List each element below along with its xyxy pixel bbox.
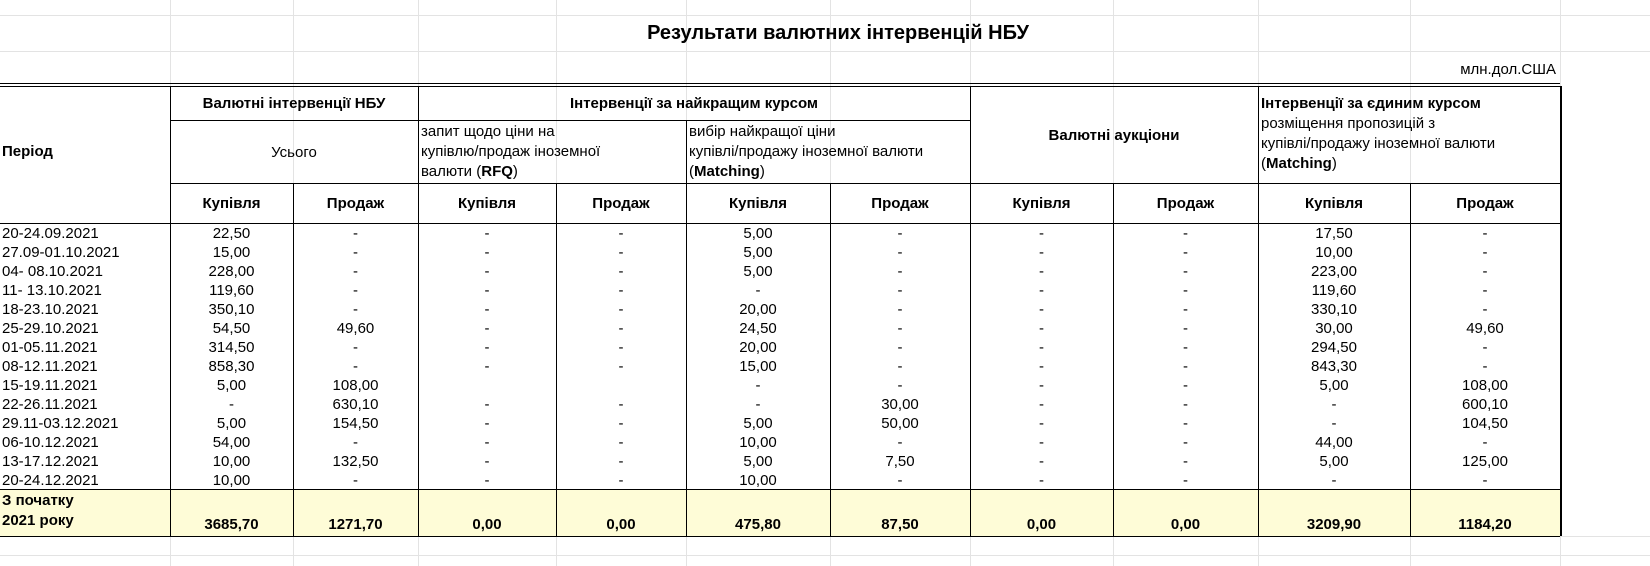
header-rfq-text: купівлю/продаж іноземної xyxy=(421,143,601,160)
row-value: 108,00 xyxy=(1462,377,1508,394)
row-value: - xyxy=(1183,377,1188,394)
page-title: Результати валютних інтервенцій НБУ xyxy=(647,21,1029,44)
header-matching-text: Matching xyxy=(694,163,760,180)
row-value: - xyxy=(484,282,490,299)
total-value: 1184,20 xyxy=(1458,515,1512,533)
row-value: - xyxy=(353,358,358,375)
total-value: 3209,90 xyxy=(1306,515,1362,533)
header-auctions: Валютні аукціони xyxy=(1048,126,1180,144)
row-value: - xyxy=(484,358,490,375)
header-sell: Продаж xyxy=(1456,195,1514,212)
total-value: 475,80 xyxy=(735,515,781,533)
row-value: - xyxy=(353,282,358,299)
row-value: - xyxy=(1039,263,1044,280)
row-value: - xyxy=(1482,301,1488,318)
units-label: млн.дол.США xyxy=(1460,60,1556,78)
header-rfq-text: ) xyxy=(512,163,518,180)
row-value: - xyxy=(897,301,903,318)
row-value: 22,50 xyxy=(212,225,251,242)
total-label xyxy=(0,491,170,535)
header-sell: Продаж xyxy=(592,195,650,212)
border-header-top xyxy=(0,83,1560,84)
row-value: - xyxy=(618,358,624,375)
row-value: 125,00 xyxy=(1462,453,1508,470)
row-value: - xyxy=(1183,396,1188,413)
row-value: - xyxy=(484,339,490,356)
row-value: 5,00 xyxy=(743,244,773,261)
row-value: - xyxy=(897,244,903,261)
row-value: - xyxy=(1039,339,1044,356)
row-value: - xyxy=(897,434,903,451)
header-rfq-line xyxy=(421,162,686,182)
row-value: - xyxy=(1482,472,1488,489)
row-value: 5,00 xyxy=(1319,453,1349,470)
row-value: - xyxy=(618,453,624,470)
row-value: 119,60 xyxy=(1311,282,1357,299)
row-value: 49,60 xyxy=(1466,320,1504,337)
row-value: 132,50 xyxy=(332,453,379,470)
row-value: - xyxy=(1183,244,1188,261)
header-single-rate-text: Matching xyxy=(1266,155,1332,172)
row-value: - xyxy=(1482,244,1488,261)
row-value: - xyxy=(353,339,358,356)
row-value: - xyxy=(1183,339,1188,356)
header-rfq-text: запит щодо ціни на xyxy=(421,123,555,140)
total-label-line: 2021 року xyxy=(2,512,74,529)
header-single-rate-text: Інтервенції за єдиним курсом xyxy=(1261,95,1481,112)
header-single-rate-text: ) xyxy=(1331,155,1337,172)
header-matching-text: купівлі/продажу іноземної валюти xyxy=(689,143,924,160)
header-matching-line xyxy=(689,122,970,142)
row-value: - xyxy=(1039,472,1044,489)
row-value: - xyxy=(353,434,358,451)
header-rfq xyxy=(418,122,686,182)
row-value: - xyxy=(1183,320,1188,337)
row-value: - xyxy=(1039,225,1044,242)
row-value: 24,50 xyxy=(739,320,777,337)
row-value: - xyxy=(618,244,624,261)
row-value: 44,00 xyxy=(1315,434,1353,451)
row-value: - xyxy=(1331,396,1337,413)
header-buy: Купівля xyxy=(728,195,788,212)
row-value: 314,50 xyxy=(208,339,255,356)
row-value: 119,60 xyxy=(209,282,254,299)
row-value: 15,00 xyxy=(212,244,251,261)
row-value: - xyxy=(1183,301,1188,318)
total-value: 0,00 xyxy=(472,515,502,533)
row-value: 10,00 xyxy=(1315,244,1353,261)
row-value: - xyxy=(353,263,358,280)
total-value: 3685,70 xyxy=(204,515,259,533)
row-value: - xyxy=(1039,320,1044,337)
row-value: 5,00 xyxy=(216,415,247,432)
row-value: 108,00 xyxy=(332,377,379,394)
row-value: - xyxy=(353,301,358,318)
header-matching xyxy=(686,122,970,182)
total-value: 1271,70 xyxy=(328,515,383,533)
row-value: - xyxy=(353,244,358,261)
header-matching-line xyxy=(689,142,970,162)
header-single-rate-text: ( xyxy=(1261,155,1266,172)
header-matching-line xyxy=(689,162,970,182)
row-value: 30,00 xyxy=(1315,320,1353,337)
row-value: - xyxy=(1039,453,1044,470)
row-value: 154,50 xyxy=(332,415,379,432)
row-value: - xyxy=(484,263,490,280)
row-value: 54,00 xyxy=(212,434,251,451)
row-value: 5,00 xyxy=(216,377,247,394)
gridline-horizontal xyxy=(0,51,1650,52)
header-total: Усього xyxy=(271,143,317,161)
header-single-rate xyxy=(1258,94,1560,182)
row-value: - xyxy=(484,434,490,451)
header-buy: Купівля xyxy=(1012,195,1071,212)
header-buy: Купівля xyxy=(202,195,261,212)
row-value: - xyxy=(897,472,903,489)
row-value: - xyxy=(1039,396,1044,413)
row-value: - xyxy=(1482,225,1488,242)
row-value: - xyxy=(484,472,490,489)
header-single-rate-line xyxy=(1261,94,1560,114)
row-value: 5,00 xyxy=(743,263,773,280)
row-period: 18-23.10.2021 xyxy=(2,301,99,318)
row-value: - xyxy=(1039,282,1044,299)
row-value: 630,10 xyxy=(332,396,379,413)
row-value: - xyxy=(1331,472,1337,489)
total-value: 0,00 xyxy=(1026,515,1057,533)
row-value: 10,00 xyxy=(739,434,777,451)
row-value: 15,00 xyxy=(739,358,777,375)
row-value: - xyxy=(755,282,761,299)
row-value: 50,00 xyxy=(881,415,919,432)
row-value: 10,00 xyxy=(739,472,777,489)
row-value: - xyxy=(1331,415,1337,432)
row-value: - xyxy=(1039,358,1044,375)
header-rfq-text: RFQ xyxy=(481,163,513,180)
row-value: - xyxy=(618,320,624,337)
header-single-rate-line xyxy=(1261,154,1560,174)
row-value: - xyxy=(1183,415,1188,432)
row-value: 5,00 xyxy=(743,453,773,470)
row-period: 22-26.11.2021 xyxy=(2,396,98,413)
row-value: - xyxy=(618,282,624,299)
row-value: - xyxy=(618,263,624,280)
row-value: - xyxy=(1039,377,1044,394)
row-period: 11- 13.10.2021 xyxy=(2,282,102,299)
row-value: 20,00 xyxy=(739,339,777,356)
row-value: - xyxy=(353,225,358,242)
row-value: 330,10 xyxy=(1311,301,1357,318)
row-value: 294,50 xyxy=(1311,339,1357,356)
header-single-rate-line xyxy=(1261,134,1560,154)
row-value: - xyxy=(897,282,903,299)
row-value: 5,00 xyxy=(743,415,773,432)
row-value: 843,30 xyxy=(1311,358,1357,375)
row-value: 7,50 xyxy=(885,453,915,470)
row-value: 10,00 xyxy=(212,453,251,470)
row-value: - xyxy=(1482,282,1488,299)
row-value: - xyxy=(1482,358,1488,375)
header-matching-text: ) xyxy=(759,163,765,180)
row-value xyxy=(556,376,686,395)
row-value: - xyxy=(618,301,624,318)
row-value: 223,00 xyxy=(1311,263,1357,280)
row-value: - xyxy=(1183,282,1188,299)
total-value: 0,00 xyxy=(1170,515,1201,533)
row-value: 104,50 xyxy=(1462,415,1508,432)
row-period: 15-19.11.2021 xyxy=(2,377,98,394)
row-value: - xyxy=(1183,472,1188,489)
row-value: - xyxy=(1482,339,1488,356)
row-value: - xyxy=(1039,244,1044,261)
row-value: 228,00 xyxy=(208,263,255,280)
border-right xyxy=(1560,86,1562,536)
row-period: 08-12.11.2021 xyxy=(2,358,98,375)
row-value: 17,50 xyxy=(1315,225,1353,242)
row-value: - xyxy=(1039,415,1044,432)
row-period: 04- 08.10.2021 xyxy=(2,263,103,280)
row-value: - xyxy=(897,377,903,394)
row-value: 10,00 xyxy=(212,472,251,489)
row-value: - xyxy=(1183,434,1188,451)
row-value: - xyxy=(618,434,624,451)
row-value: - xyxy=(484,415,490,432)
header-rfq-line xyxy=(421,142,686,162)
header-rfq-text: валюти ( xyxy=(421,163,482,180)
row-value: - xyxy=(755,377,761,394)
header-single-rate-text: розміщення пропозицій з xyxy=(1261,115,1436,132)
row-period: 29.11-03.12.2021 xyxy=(2,415,119,432)
row-period: 20-24.12.2021 xyxy=(2,472,99,489)
row-value: - xyxy=(897,339,903,356)
row-value: 858,30 xyxy=(208,358,255,375)
row-value: - xyxy=(618,396,624,413)
row-value: 54,50 xyxy=(212,320,251,337)
row-value: - xyxy=(484,396,490,413)
row-value: - xyxy=(484,301,490,318)
row-value: 20,00 xyxy=(739,301,777,318)
row-value: - xyxy=(1183,358,1188,375)
row-period: 13-17.12.2021 xyxy=(2,453,99,470)
row-value: - xyxy=(897,263,903,280)
total-value: 0,00 xyxy=(606,515,636,533)
header-sell: Продаж xyxy=(871,195,929,212)
row-period: 01-05.11.2021 xyxy=(2,339,98,356)
border-total-bottom xyxy=(0,536,1560,537)
header-matching-text: ( xyxy=(689,163,694,180)
header-sell: Продаж xyxy=(326,195,385,212)
row-value: - xyxy=(618,415,624,432)
row-value: 5,00 xyxy=(1319,377,1349,394)
row-value: 49,60 xyxy=(336,320,375,337)
row-value: - xyxy=(755,396,761,413)
row-value: - xyxy=(1039,301,1044,318)
header-best-rate: Інтервенції за найкращим курсом xyxy=(569,95,819,112)
row-value xyxy=(418,376,556,395)
header-single-rate-line xyxy=(1261,114,1560,134)
row-value: - xyxy=(484,453,490,470)
row-period: 06-10.12.2021 xyxy=(2,434,99,451)
header-sell: Продаж xyxy=(1156,195,1215,212)
row-value: 350,10 xyxy=(208,301,255,318)
row-value: 600,10 xyxy=(1462,396,1508,413)
row-value: - xyxy=(484,225,490,242)
row-value: - xyxy=(1183,453,1188,470)
row-value: - xyxy=(897,225,903,242)
header-buy: Купівля xyxy=(1304,195,1364,212)
total-value: 87,50 xyxy=(881,515,919,533)
row-value: - xyxy=(1039,434,1044,451)
row-value: - xyxy=(618,472,624,489)
row-value: - xyxy=(1183,225,1188,242)
row-period: 20-24.09.2021 xyxy=(2,225,99,242)
row-value: - xyxy=(618,225,624,242)
header-rfq-line xyxy=(421,122,686,142)
row-period: 27.09-01.10.2021 xyxy=(2,244,120,261)
row-value: - xyxy=(1183,263,1188,280)
total-label-line: З початку xyxy=(2,492,74,509)
row-value: - xyxy=(484,244,490,261)
header-buy: Купівля xyxy=(457,195,517,212)
header-nbu-interventions: Валютні інтервенції НБУ xyxy=(202,95,386,112)
header-period: Період xyxy=(2,143,53,160)
header-single-rate-text: купівлі/продажу іноземної валюти xyxy=(1261,135,1496,152)
row-value: - xyxy=(484,320,490,337)
gridline-horizontal xyxy=(0,555,1650,556)
row-value: - xyxy=(897,320,903,337)
row-value: - xyxy=(229,396,234,413)
row-value: 30,00 xyxy=(881,396,919,413)
row-value: - xyxy=(897,358,903,375)
header-matching-text: вибір найкращої ціни xyxy=(689,123,836,140)
row-value: - xyxy=(618,339,624,356)
row-value: 5,00 xyxy=(743,225,773,242)
row-value: - xyxy=(353,472,358,489)
row-value: - xyxy=(1482,434,1488,451)
row-value: - xyxy=(1482,263,1488,280)
row-period: 25-29.10.2021 xyxy=(2,320,99,337)
